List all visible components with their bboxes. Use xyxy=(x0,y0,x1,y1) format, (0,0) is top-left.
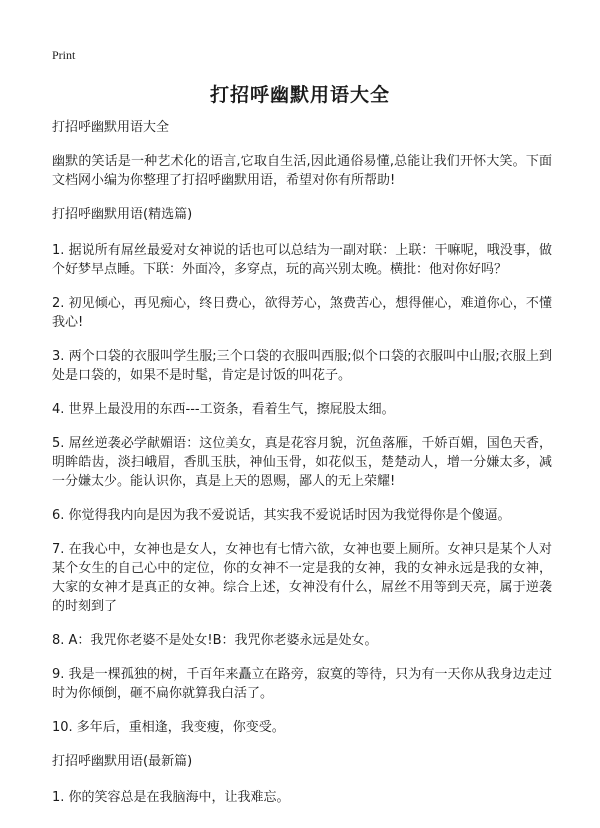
list-item: 1. 你的笑容总是在我脑海中，让我难忘。 xyxy=(52,790,290,805)
list-item: 8. A：我咒你老婆不是处女!B：我咒你老婆永远是处女。 xyxy=(52,633,378,648)
list-item: 3. 两个口袋的衣服叫学生服;三个口袋的衣服叫西服;似个口袋的衣服叫中山服;衣服上到处是口袋的，如果不是时髦，肯定是讨饭的叫花子。 xyxy=(52,349,552,383)
section-heading-selected: 打招呼幽默用语(精选篇) xyxy=(52,207,193,222)
print-link[interactable]: Print xyxy=(52,48,76,62)
list-item: 6. 你觉得我内向是因为我不爱说话，其实我不爱说话时因为我觉得你是个傻逼。 xyxy=(52,508,511,523)
intro-paragraph: 幽默的笑话是一种艺术化的语言,它取自生活,因此通俗易懂,总能让我们开怀大笑。下面文档网小编为你整理了打招呼幽默用语，希望对你有所帮助! xyxy=(52,154,552,188)
list-item: 10. 多年后，重相逢，我变瘦，你变受。 xyxy=(52,720,285,735)
list-item: 2. 初见倾心，再见痴心，终日费心，欲得芳心，煞费苦心，想得催心，难道你心，不懂我心! xyxy=(52,296,552,330)
document-subtitle: 打招呼幽默用语大全 xyxy=(52,120,170,135)
page-title: 打招呼幽默用语大全 xyxy=(209,84,390,106)
list-item: 7. 在我心中，女神也是女人，女神也有七情六欲，女神也要上厕所。女神只是某个人对某个女生的自己心中的定位，你的女神不一定是我的女神，我的女神永远是我的女神，大家的女神才是真正的女神。综合上述，女神没有什么，屌丝不用等到天亮，属于逆袭的时刻到了 xyxy=(52,542,552,614)
list-item: 5. 屌丝逆袭必学献媚语：这位美女，真是花容月貌，沉鱼落雁，千娇百媚，国色天香，明眸皓齿，淡扫峨眉，香肌玉肤，神仙玉骨，如花似玉，楚楚动人，增一分嫌太多，减一分嫌太少。能认识你，真是上天的恩赐，鄙人的无上荣耀! xyxy=(52,436,552,489)
list-item: 9. 我是一棵孤独的树，千百年来矗立在路旁，寂寞的等待，只为有一天你从我身边走过时为你倾倒，砸不扁你就算我白活了。 xyxy=(52,667,552,701)
list-item: 1. 据说所有屌丝最爱对女神说的话也可以总结为一副对联：上联：干嘛呢，哦没事，做个好梦早点睡。下联：外面冷，多穿点，玩的高兴别太晚。横批：他对你好吗？ xyxy=(52,243,552,277)
list-item: 4. 世界上最没用的东西---工资条，看着生气，擦屁股太细。 xyxy=(52,402,395,417)
document-body xyxy=(52,118,552,822)
section-heading-latest: 打招呼幽默用语(最新篇) xyxy=(52,754,193,769)
